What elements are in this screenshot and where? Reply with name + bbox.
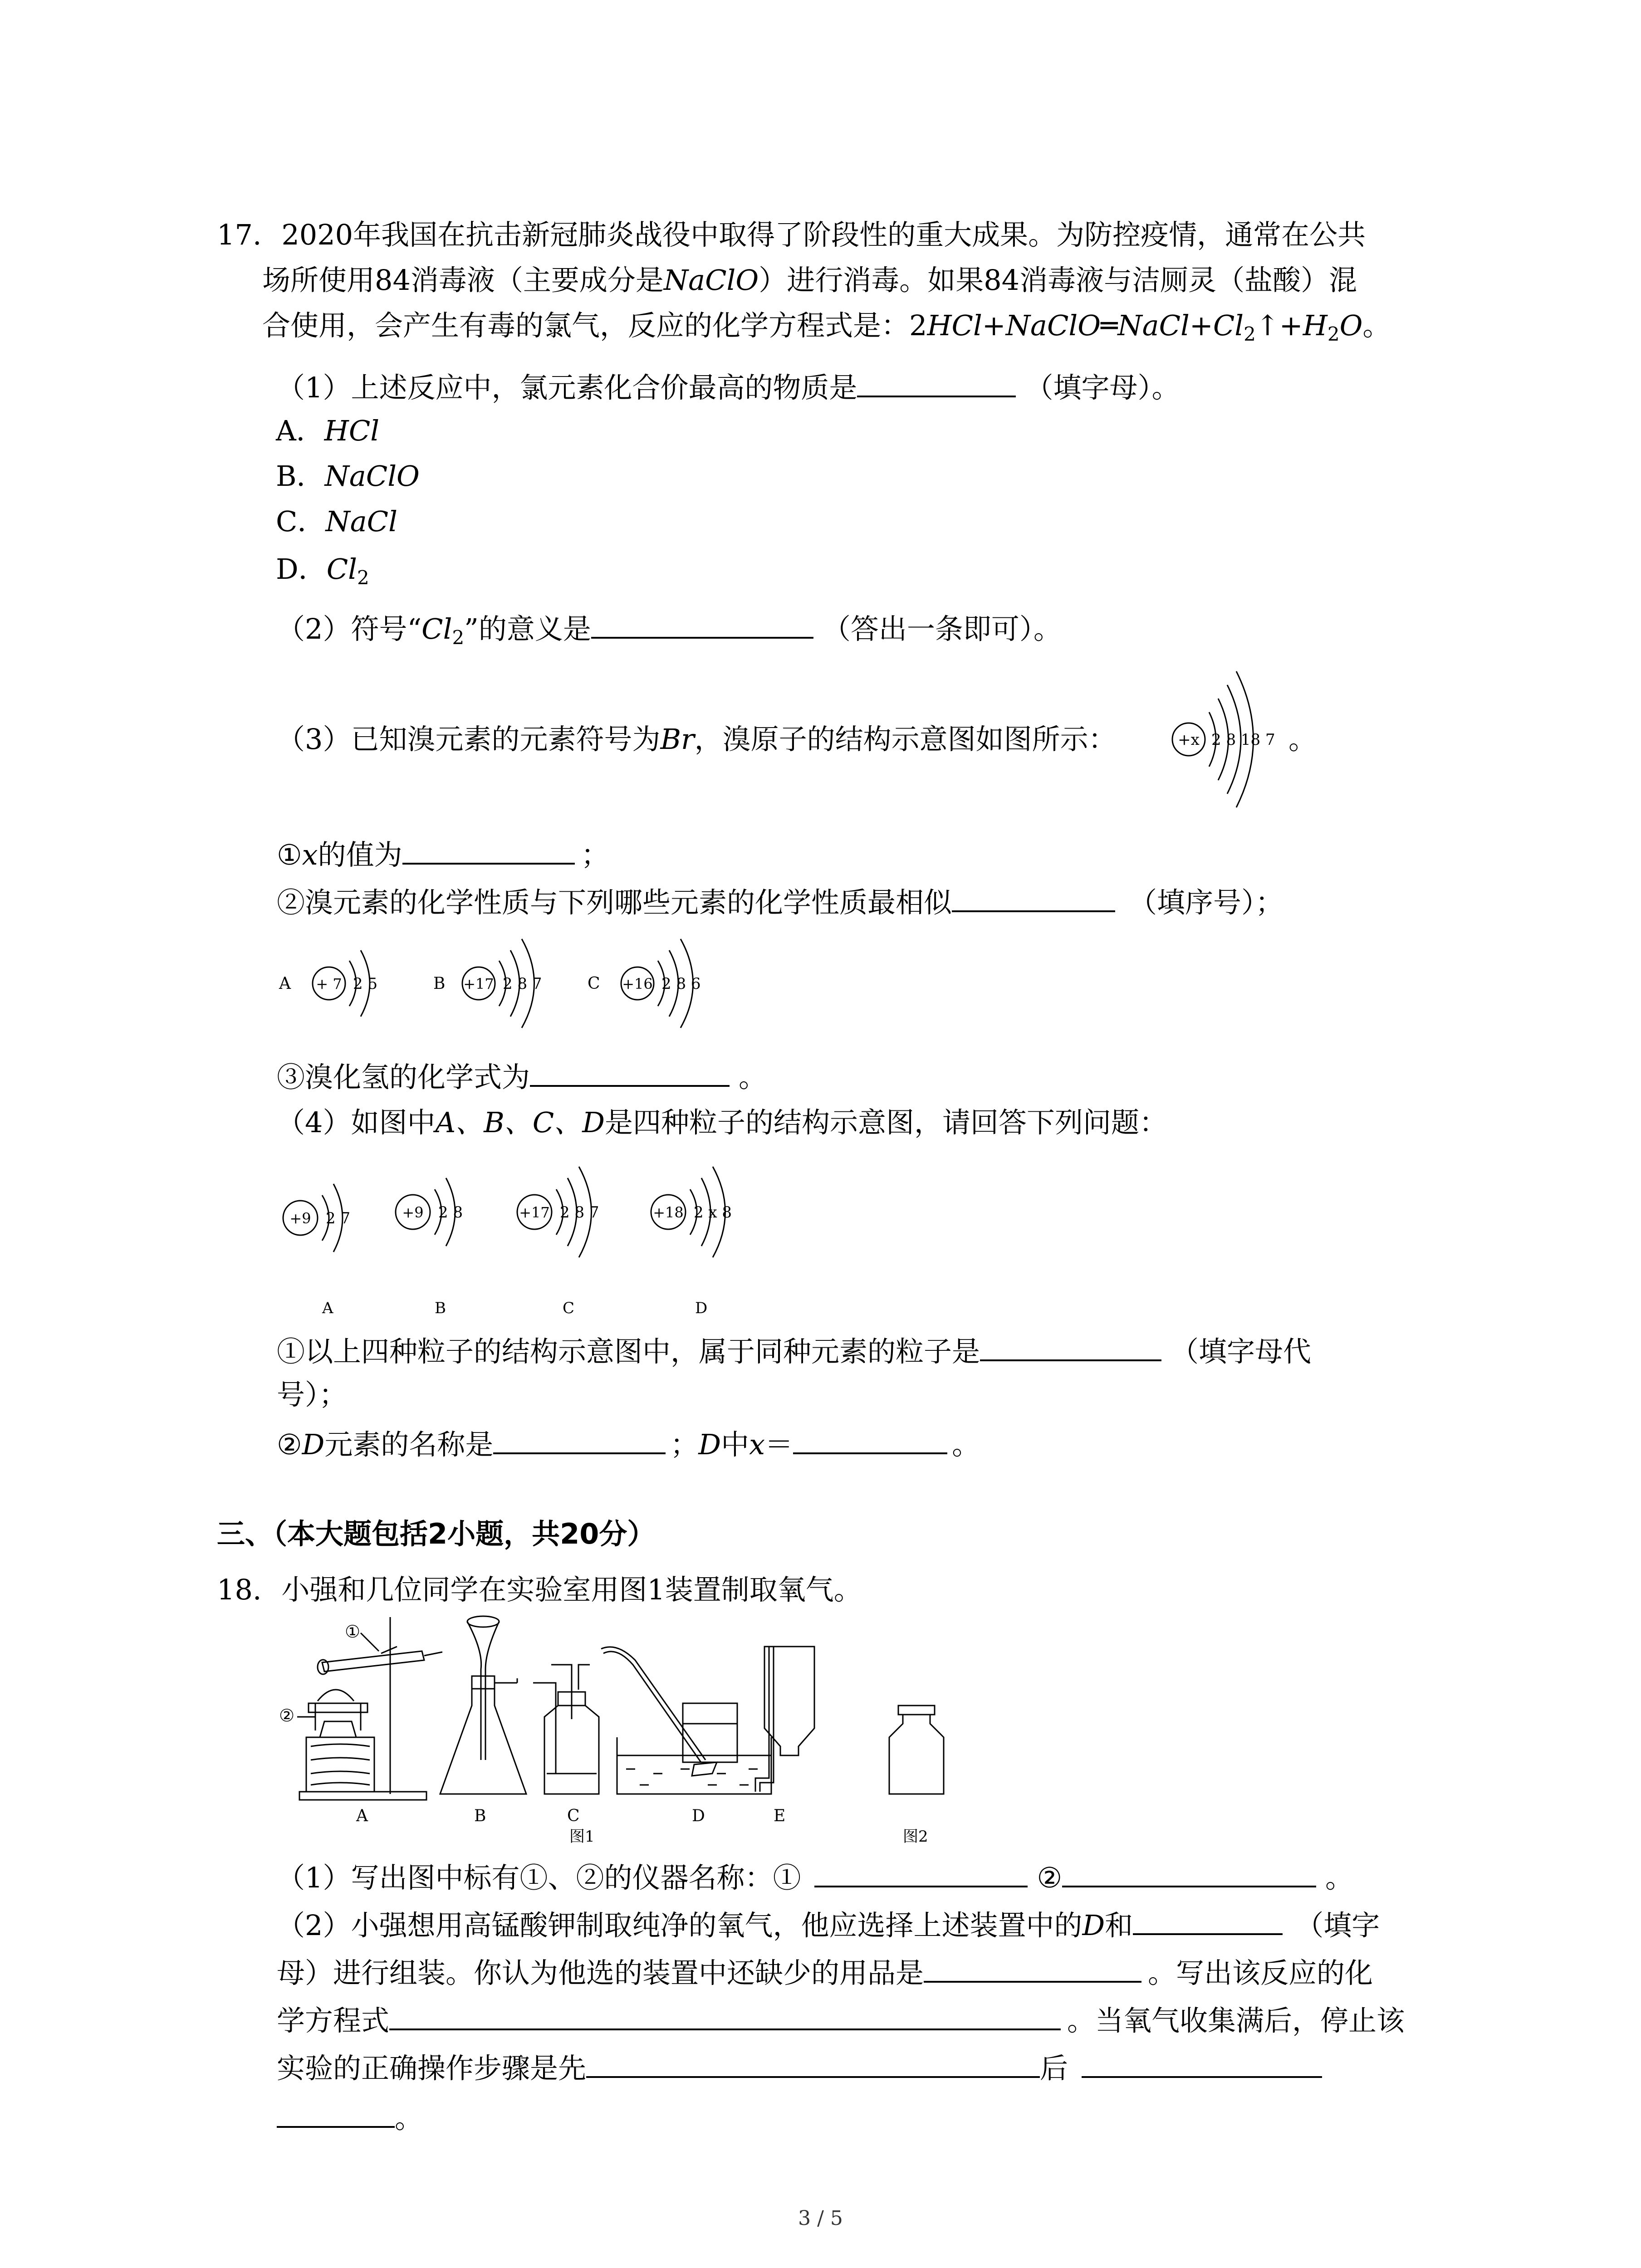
answer-blank-s2[interactable]	[952, 882, 1115, 912]
answer-blank-18-1a[interactable]	[814, 1857, 1028, 1887]
equals-sign: ＝	[765, 1428, 794, 1461]
var-d: D	[1082, 1909, 1105, 1942]
atom-a	[279, 950, 377, 1017]
eq-naclo: NaClO	[1005, 309, 1101, 342]
circled-1: ①	[277, 838, 302, 871]
q18-part1-end: 。	[1325, 1861, 1354, 1894]
q18-part1	[277, 1857, 1353, 1896]
q17-part2-text-a: （2）符号“	[277, 612, 422, 645]
q17-part2-symbol: Cl	[421, 612, 452, 645]
q18-part1-text: （1）写出图中标有①、②的仪器名称：①	[277, 1861, 801, 1894]
q18-part2-equation-label: 学方程式	[277, 2004, 390, 2037]
apparatus-d	[601, 1647, 771, 1825]
apparatus-figure	[272, 1610, 1021, 1846]
circled-2: ②	[1037, 1861, 1063, 1894]
particle-d	[651, 1167, 732, 1317]
atom-letter: C	[588, 974, 600, 993]
q18-part2-text-3: 。写出该反应的化	[1148, 1956, 1373, 1989]
var-d: D	[698, 1428, 721, 1461]
q18-part2-end: 。	[395, 2102, 423, 2135]
eq-cl-sub: 2	[1244, 323, 1256, 345]
var-d: D	[302, 1428, 325, 1461]
answer-blank-s3[interactable]	[530, 1057, 730, 1087]
option-sub: 2	[357, 567, 369, 589]
atom-nucleus: +18	[653, 1204, 684, 1221]
q17-part1	[277, 367, 1180, 406]
br-atom-diagram	[1166, 662, 1288, 816]
q17-q4-sub2-zhong: 中	[721, 1428, 749, 1461]
q18-part2-line1	[277, 1905, 1380, 1944]
particle-c	[517, 1167, 599, 1317]
option-a	[276, 413, 379, 449]
q17-sub2	[277, 882, 1283, 921]
answer-blank-q4-2b[interactable]	[793, 1424, 947, 1454]
answer-blank-s1[interactable]	[402, 835, 575, 865]
answer-blank-p1[interactable]	[857, 367, 1016, 397]
answer-blank-p2[interactable]	[591, 609, 813, 639]
atom-shells: 2 8 7	[560, 1203, 599, 1222]
atom-nucleus: +9	[289, 1210, 311, 1227]
q17-stem-1: 2020年我国在抗击新冠肺炎战役中取得了阶段性的重大成果。为防控疫情，通常在公共	[281, 218, 1366, 251]
label-circle-2: ②	[279, 1706, 295, 1725]
option-label: B．	[276, 459, 325, 493]
atom-letter: A	[279, 974, 291, 993]
q17-part3-end: 。	[1288, 723, 1317, 756]
gas-bottle-fig2	[889, 1706, 944, 1846]
eq-cl: Cl	[1213, 309, 1244, 342]
q17-part3-text-b: ，溴原子的结构示意图如图所示：	[694, 723, 1117, 756]
label-circle-1: ①	[345, 1622, 361, 1642]
eq-plus: +	[982, 309, 1006, 342]
q17-sub3	[277, 1057, 767, 1095]
q17-q4-sub2-end: 。	[952, 1428, 980, 1461]
answer-blank-18-2f[interactable]	[277, 2098, 395, 2128]
q17-line1	[217, 217, 1366, 253]
option-label: A．	[276, 414, 324, 447]
option-b	[276, 458, 420, 494]
apparatus-e	[755, 1647, 814, 1825]
q17-sub1-text: 的值为	[318, 838, 402, 871]
atom-nucleus: +17	[519, 1204, 550, 1221]
eq-end: 。	[1362, 309, 1391, 342]
answer-blank-18-2a[interactable]	[1133, 1905, 1283, 1935]
atom-nucleus: + 7	[316, 975, 342, 992]
eq-sign: ═	[1101, 309, 1118, 342]
atom-letter: C	[563, 1299, 575, 1317]
apparatus-a	[279, 1617, 442, 1825]
q17-part1-hint: （填字母）。	[1025, 371, 1180, 404]
atom-shells: 2 x 8	[694, 1203, 732, 1222]
br-nucleus-label: +x	[1178, 731, 1200, 749]
option-d	[276, 551, 369, 596]
q17-part1-text: （1）上述反应中，氯元素化合价最高的物质是	[277, 371, 857, 404]
atoms-abcd-diagram	[272, 1161, 794, 1325]
answer-blank-18-2c[interactable]	[389, 2000, 1061, 2030]
atom-shells: 2 5	[353, 975, 378, 993]
atom-shells: 2 8 6	[661, 975, 701, 993]
q18-part2-text-2: 母）进行组装。你认为他选的装置中还缺少的用品是	[277, 1956, 924, 1989]
atom-shells: 2 8 7	[503, 975, 542, 993]
eq-hcl: HCl	[927, 309, 982, 342]
q17-part2-sub: 2	[452, 626, 465, 649]
circled-2: ②	[277, 1428, 302, 1461]
q18-part2-hint: （填字	[1295, 1909, 1380, 1942]
var-x: x	[302, 838, 318, 871]
q17-part4-letters: A、B、C、D	[435, 1106, 605, 1139]
q17-line3	[262, 308, 1391, 352]
option-text: Cl	[326, 552, 357, 586]
q18-part2-text: （2）小强想用高锰酸钾制取纯净的氧气，他应选择上述装置中的	[277, 1909, 1083, 1942]
atom-letter: B	[435, 1299, 446, 1317]
q18-part2-text-4: 。当氧气收集满后，停止该	[1067, 2004, 1405, 2037]
option-text: HCl	[324, 414, 380, 447]
option-text: NaCl	[325, 505, 397, 538]
apparatus-c	[533, 1665, 599, 1846]
q18-part2-line5	[277, 2098, 423, 2136]
page-number: 3 / 5	[798, 2207, 843, 2230]
label-b: B	[474, 1807, 486, 1825]
q18-line1	[217, 1572, 862, 1608]
answer-blank-q4-2a[interactable]	[493, 1424, 666, 1454]
atom-letter: D	[695, 1299, 708, 1317]
atom-b	[433, 939, 542, 1028]
q17-stem-naclo: NaClO	[663, 264, 759, 297]
particle-a	[283, 1184, 350, 1317]
q17-sub2-hint: （填序号）；	[1129, 886, 1284, 919]
q17-part2	[277, 609, 1062, 656]
q17-q4-sub1-hint: （填字母代	[1171, 1335, 1312, 1368]
answer-blank-18-2b[interactable]	[924, 1953, 1141, 1983]
atoms-abc-diagram	[272, 925, 771, 1043]
q18-part2-line3	[277, 2000, 1405, 2039]
answer-blank-q4-1[interactable]	[980, 1331, 1161, 1361]
q17-q4-sub2	[277, 1424, 980, 1463]
q17-part2-hint: （答出一条即可）。	[822, 612, 1062, 645]
q17-stem-3a: 合使用，会产生有毒的氯气，反应的化学方程式是：2	[262, 309, 927, 342]
eq-h: H	[1303, 309, 1327, 342]
label-fig1: 图1	[569, 1828, 595, 1846]
q18-number: 18.	[217, 1573, 262, 1606]
q17-q4-sub1-cont: 号）；	[277, 1378, 348, 1411]
q17-part2-text-b: ”的意义是	[464, 612, 591, 645]
answer-blank-18-1b[interactable]	[1062, 1857, 1316, 1887]
label-a: A	[356, 1807, 368, 1825]
q17-part3	[277, 721, 1117, 758]
q17-sub2-text: ②溴元素的化学性质与下列哪些元素的化学性质最相似	[277, 886, 952, 919]
atom-shells: 2 8	[438, 1203, 463, 1222]
q17-q4-sub1-text: ①以上四种粒子的结构示意图中，属于同种元素的粒子是	[277, 1335, 980, 1368]
q17-sub3-text: ③溴化氢的化学式为	[277, 1061, 530, 1094]
q18-part2-text-5: 实验的正确操作步骤是先	[277, 2052, 587, 2085]
atom-nucleus: +16	[622, 975, 653, 992]
label-c: C	[567, 1807, 580, 1825]
q17-line2	[262, 262, 1357, 298]
atom-letter: B	[433, 974, 446, 993]
eq-nacl: NaCl	[1117, 309, 1190, 342]
q18-part2-and: 和	[1105, 1909, 1133, 1942]
q17-sub1-end: ；	[581, 838, 609, 871]
atom-nucleus: +9	[402, 1204, 424, 1221]
eq-h-sub: 2	[1327, 323, 1340, 345]
q18-part2-line4	[277, 2048, 1322, 2087]
q17-part3-br: Br	[660, 723, 695, 756]
q18-part2-then: 后	[1040, 2052, 1068, 2085]
atom-nucleus: +17	[463, 975, 494, 992]
apparatus-b	[440, 1616, 526, 1825]
atom-c	[588, 939, 701, 1028]
q17-q4-sub1	[277, 1331, 1311, 1370]
q17-sub1	[277, 835, 609, 873]
q17-part4-text-a: （4）如图中	[277, 1106, 436, 1139]
q17-stem-2b: ）进行消毒。如果84消毒液与洁厕灵（盐酸）混	[759, 264, 1357, 297]
semicolon: ；	[670, 1428, 699, 1461]
option-c	[276, 503, 397, 540]
section-heading: 三、（本大题包括2小题，共20分）	[217, 1517, 656, 1550]
label-d: D	[692, 1807, 705, 1825]
atom-shells: 2 7	[326, 1209, 351, 1227]
option-label: D．	[276, 552, 327, 586]
eq-plus: +	[1189, 309, 1213, 342]
q17-number: 17.	[217, 218, 262, 251]
answer-blank-18-2d[interactable]	[586, 2048, 1040, 2078]
var-x: x	[749, 1428, 765, 1461]
eq-plus: +	[1279, 309, 1303, 342]
q17-part4-text-b: 是四种粒子的结构示意图，请回答下列问题：	[604, 1106, 1167, 1139]
option-label: C．	[276, 505, 326, 538]
answer-blank-18-2e[interactable]	[1082, 2048, 1322, 2078]
q17-stem-2a: 场所使用84消毒液（主要成分是	[262, 264, 664, 297]
option-text: NaClO	[324, 459, 420, 493]
q18-part2-line2	[277, 1953, 1373, 1991]
q17-part3-text-a: （3）已知溴元素的元素符号为	[277, 723, 661, 756]
q17-sub3-end: 。	[739, 1061, 767, 1094]
br-shell-numbers: 2 8 18 7	[1211, 731, 1275, 749]
eq-o: O	[1339, 309, 1363, 342]
eq-gas-arrow: ↑	[1255, 309, 1279, 342]
q17-q4-sub2-text: 元素的名称是	[324, 1428, 494, 1461]
label-e: E	[774, 1807, 786, 1825]
q18-stem: 小强和几位同学在实验室用图1装置制取氧气。	[281, 1573, 862, 1606]
atom-letter: A	[322, 1299, 333, 1317]
label-fig2: 图2	[903, 1828, 928, 1846]
particle-b	[396, 1178, 463, 1317]
q17-part4	[277, 1105, 1167, 1141]
